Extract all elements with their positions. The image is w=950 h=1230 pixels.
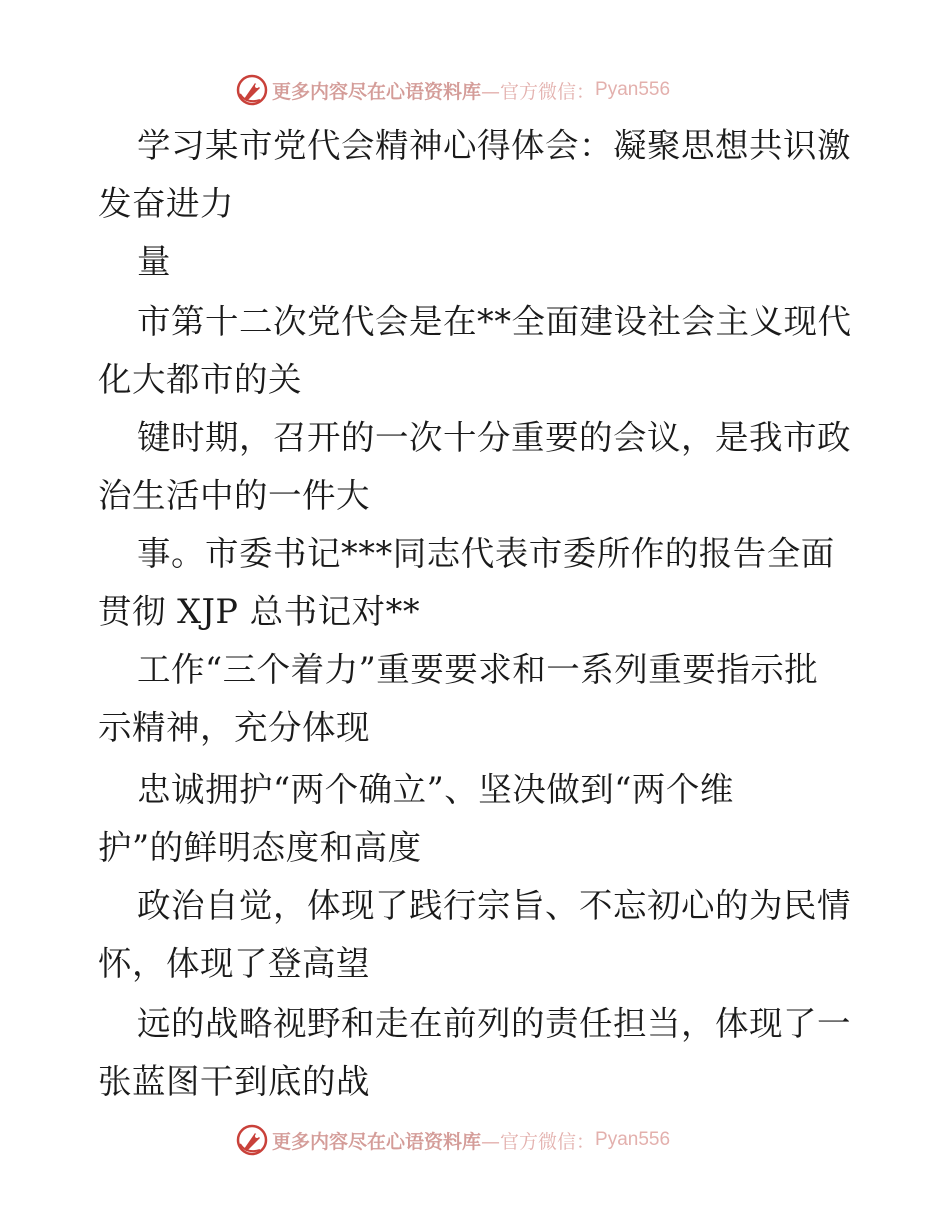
paragraph-line: 示精神，充分体现	[98, 708, 370, 747]
pen-nib-logo-icon	[236, 1124, 268, 1156]
paragraph-line: 键时期，召开的一次十分重要的会议，是我市政	[137, 418, 851, 457]
footer-banner	[236, 1123, 670, 1157]
paragraph-line: 张蓝图干到底的战	[98, 1062, 370, 1101]
banner-title: 更多内容尽在心语资料库	[272, 80, 482, 103]
paragraph-line: 事。市委书记***同志代表市委所作的报告全面	[137, 534, 835, 573]
header-banner	[236, 73, 670, 107]
paragraph-line: 忠诚拥护“两个确立”、坚决做到“两个维	[137, 770, 734, 809]
document-title-line: 发奋进力	[98, 184, 234, 223]
paragraph-line: 政治自觉，体现了践行宗旨、不忘初心的为民情	[137, 886, 851, 925]
banner-title: 更多内容尽在心语资料库	[272, 1130, 482, 1153]
paragraph-line: 市第十二次党代会是在**全面建设社会主义现代	[137, 302, 852, 341]
paragraph-line: 贯彻 XJP 总书记对**	[98, 592, 421, 631]
paragraph-line: 怀，体现了登高望	[98, 944, 370, 983]
paragraph-line: 化大都市的关	[98, 360, 302, 399]
banner-wechat-label: —官方微信：	[481, 1130, 596, 1153]
banner-wechat-id: Pyan556	[595, 1129, 671, 1150]
document-title-line: 学习某市党代会精神心得体会：凝聚思想共识激	[137, 126, 851, 165]
paragraph-line: 护”的鲜明态度和高度	[98, 828, 422, 867]
document-title-line: 量	[137, 242, 171, 281]
banner-wechat-id: Pyan556	[595, 79, 671, 100]
paragraph-line: 远的战略视野和走在前列的责任担当，体现了一	[137, 1004, 851, 1043]
pen-nib-logo-icon	[236, 74, 268, 106]
paragraph-line: 治生活中的一件大	[98, 476, 370, 515]
paragraph-line: 工作“三个着力”重要要求和一系列重要指示批	[137, 650, 819, 689]
banner-wechat-label: —官方微信：	[481, 80, 596, 103]
